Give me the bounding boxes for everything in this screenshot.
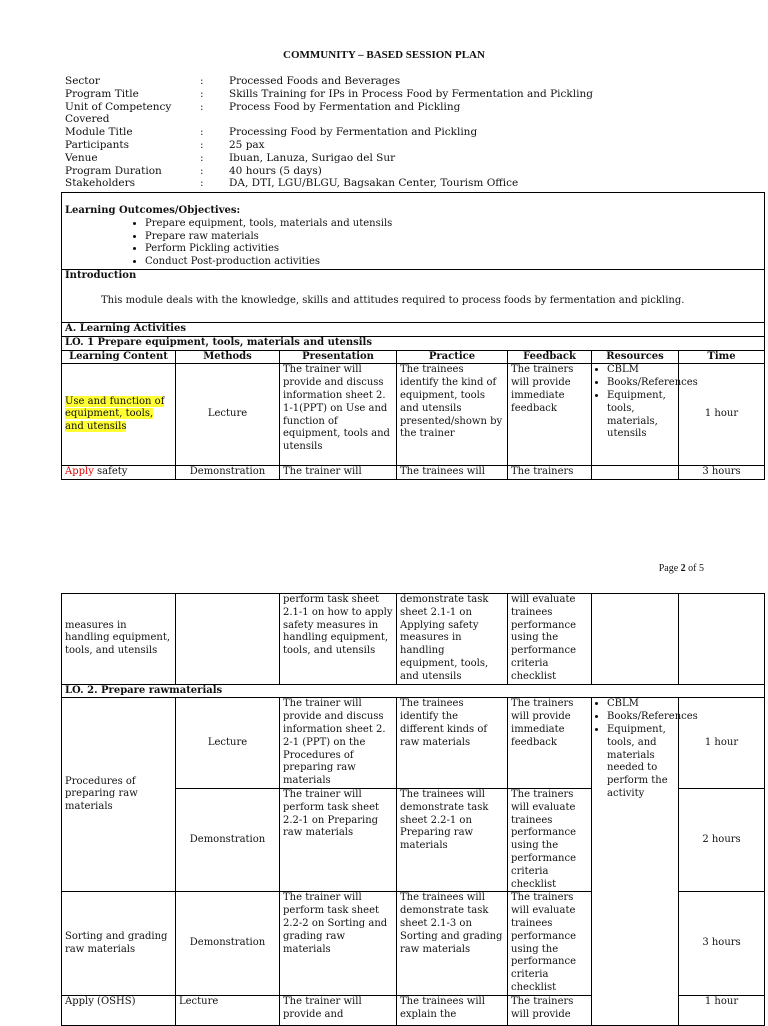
method-cell (176, 594, 280, 685)
feedback-cell: The trainers will provide immediate feedback (508, 364, 592, 466)
info-label: Stakeholders (65, 177, 136, 190)
outcomes-heading: Learning Outcomes/Objectives: (65, 205, 241, 216)
practice-cell: The trainees identify the kind of equipment, tools and utensils presented/shown by the trainer (397, 364, 508, 466)
info-label: Program Title (65, 87, 139, 100)
feedback-cell: The trainers will evaluate trainees performance using the performance criteria checklist (508, 788, 592, 891)
introduction-row (62, 269, 765, 322)
feedback-cell: The trainers will evaluate trainees performance using the performance criteria checklist (508, 892, 592, 995)
outcome-item: • Conduct Post-production activities (145, 256, 761, 269)
col-header-time: Time (679, 350, 765, 364)
info-label: Unit of Competency (65, 100, 172, 113)
learning-content-cell: measures in handling equipment, tools, and utensils (62, 594, 176, 685)
learning-content-cell: Apply (OSHS) (62, 995, 176, 1025)
activities-heading: A. Learning Activities (62, 322, 765, 336)
outcomes-cell (62, 193, 765, 270)
resources-cell (592, 364, 698, 466)
time-cell: 3 hours (679, 892, 765, 995)
time-cell: 1 hour (679, 364, 765, 466)
info-row-venue (65, 152, 715, 165)
resource-item: • Books/References (607, 711, 675, 724)
introduction-body: This module deals with the knowledge, skills and attitudes required to process foods by fermentation and pickling. (101, 294, 685, 306)
method-cell: Demonstration (176, 788, 280, 891)
resource-item: • CBLM (607, 364, 675, 377)
info-value: DA, DTI, LGU/BLGU, Bagsakan Center, Tourism Office (229, 177, 519, 190)
resources-list (595, 364, 698, 441)
table-row (62, 594, 765, 685)
info-label: Program Duration (65, 164, 162, 177)
presentation-cell: The trainer will provide and (280, 995, 397, 1025)
col-header-learning-content: Learning Content (62, 350, 176, 364)
info-value: Skills Training for IPs in Process Food by Fermentation and Pickling (229, 87, 593, 100)
info-label: Covered (65, 113, 110, 126)
learning-content-cell: Procedures of preparing raw materials (62, 698, 176, 892)
highlighted-content: Use and function of equipment, tools, and utensils (65, 395, 165, 433)
practice-cell: The trainees will explain the (397, 995, 508, 1025)
lo1-heading: LO. 1 Prepare equipment, tools, materials and utensils (62, 336, 765, 350)
practice-cell: The trainees will demonstrate task sheet 2.1-3 on Sorting and grading raw materials (397, 892, 508, 995)
method-cell: Demonstration (176, 892, 280, 995)
activities-heading-row (62, 322, 765, 336)
time-cell: 1 hour (679, 995, 765, 1025)
introduction-cell (62, 269, 765, 322)
feedback-cell: The trainers (508, 466, 592, 480)
lo2-heading-row (62, 684, 765, 698)
info-colon: : (200, 87, 204, 100)
presentation-cell: The trainer will provide and discuss information sheet 2. 1-1(PPT) on Use and function of equipment, tools and utensils (280, 364, 397, 466)
info-label: Module Title (65, 126, 133, 139)
learning-content-cell (62, 466, 176, 480)
info-label: Participants (65, 138, 130, 151)
table-row (62, 698, 765, 789)
info-colon: : (200, 126, 204, 139)
col-header-practice: Practice (397, 350, 508, 364)
method-cell: Lecture (176, 995, 280, 1025)
info-row-covered (65, 113, 715, 126)
page-number-suffix: of 5 (685, 563, 704, 574)
method-cell: Lecture (176, 698, 280, 789)
practice-cell: demonstrate task sheet 2.1-1 on Applying safety measures in handling equipment, tools, and utensils (397, 594, 508, 685)
info-colon: : (200, 151, 204, 164)
practice-cell: The trainees will demonstrate task sheet 2.2-1 on Preparing raw materials (397, 788, 508, 891)
time-cell: 3 hours (679, 466, 765, 480)
feedback-cell: The trainers will provide (508, 995, 592, 1025)
info-value: Processing Food by Fermentation and Pickling (229, 126, 478, 139)
info-row-participants (65, 139, 715, 152)
session-plan-table-page1 (61, 192, 765, 480)
info-row-duration (65, 165, 715, 178)
document-title: COMMUNITY – BASED SESSION PLAN (283, 49, 485, 61)
resource-item: • Equipment, tools, and materials needed to perform the activity (607, 724, 675, 801)
info-row-stakeholders (65, 177, 715, 190)
column-header-row (62, 350, 765, 364)
resource-item: • Books/References (607, 377, 675, 390)
resources-cell (592, 698, 698, 1025)
learning-content-cell (62, 364, 176, 466)
presentation-cell: The trainer will perform task sheet 2.2-1 on Preparing raw materials (280, 788, 397, 891)
info-colon: : (200, 138, 204, 151)
info-label: Venue (65, 151, 98, 164)
info-row-module (65, 126, 715, 139)
red-text: Apply (65, 466, 94, 478)
program-info (65, 75, 715, 190)
outcomes-list (65, 218, 761, 269)
table-row (62, 364, 765, 466)
outcome-item: • Prepare equipment, tools, materials and utensils (145, 218, 761, 231)
page-number (659, 563, 704, 574)
lo2-heading: LO. 2. Prepare rawmaterials (62, 684, 765, 698)
content-text: safety (93, 466, 128, 478)
col-header-feedback: Feedback (508, 350, 592, 364)
info-colon: : (200, 177, 204, 190)
lo1-heading-row (62, 336, 765, 350)
resources-cell (592, 466, 679, 480)
info-row-sector (65, 75, 715, 88)
presentation-cell: perform task sheet 2.1-1 on how to apply safety measures in handling equipment, tools, and utensils (280, 594, 397, 685)
info-colon (200, 113, 229, 126)
resource-item: • CBLM (607, 698, 675, 711)
col-header-resources: Resources (592, 350, 679, 364)
presentation-cell: The trainer will perform task sheet 2.2-2 on Sorting and grading raw materials (280, 892, 397, 995)
info-value: 40 hours (5 days) (229, 164, 322, 177)
info-colon: : (200, 75, 204, 87)
practice-cell: The trainees identify the different kinds of raw materials (397, 698, 508, 789)
info-colon: : (200, 164, 204, 177)
learning-content-cell: Sorting and grading raw materials (62, 892, 176, 995)
method-cell: Lecture (176, 364, 280, 466)
col-header-presentation: Presentation (280, 350, 397, 364)
info-value: Processed Foods and Beverages (229, 75, 401, 87)
resource-item: • Equipment, tools, materials, utensils (607, 390, 675, 441)
page-number-current: 2 (680, 563, 686, 574)
feedback-cell: will evaluate trainees performance using the performance criteria checklist (508, 594, 592, 685)
session-plan-table-page2 (61, 593, 765, 1026)
outcomes-row (62, 193, 765, 270)
time-cell: 2 hours (679, 788, 765, 891)
page-number-prefix: Page (658, 563, 681, 574)
info-row-program-title (65, 88, 715, 101)
info-row-unit (65, 101, 715, 114)
info-value: Process Food by Fermentation and Pickling (229, 100, 461, 113)
outcome-item: • Perform Pickling activities (145, 243, 761, 256)
presentation-cell: The trainer will provide and discuss information sheet 2. 2-1 (PPT) on the Procedures of preparing raw materials (280, 698, 397, 789)
time-cell (679, 594, 765, 685)
time-cell: 1 hour (679, 698, 765, 789)
resources-cell (592, 594, 679, 685)
feedback-cell: The trainers will provide immediate feedback (508, 698, 592, 789)
table-row (62, 466, 765, 480)
info-value (229, 113, 709, 126)
practice-cell: The trainees will (397, 466, 508, 480)
info-value: 25 pax (229, 138, 265, 151)
info-colon: : (200, 100, 204, 113)
col-header-methods: Methods (176, 350, 280, 364)
presentation-cell: The trainer will (280, 466, 397, 480)
introduction-heading: Introduction (65, 269, 137, 281)
info-label: Sector (65, 75, 100, 87)
outcome-item: • Prepare raw materials (145, 231, 761, 244)
page-gap (0, 530, 768, 550)
method-cell: Demonstration (176, 466, 280, 480)
resources-list (595, 698, 698, 800)
info-value: Ibuan, Lanuza, Surigao del Sur (229, 151, 396, 164)
